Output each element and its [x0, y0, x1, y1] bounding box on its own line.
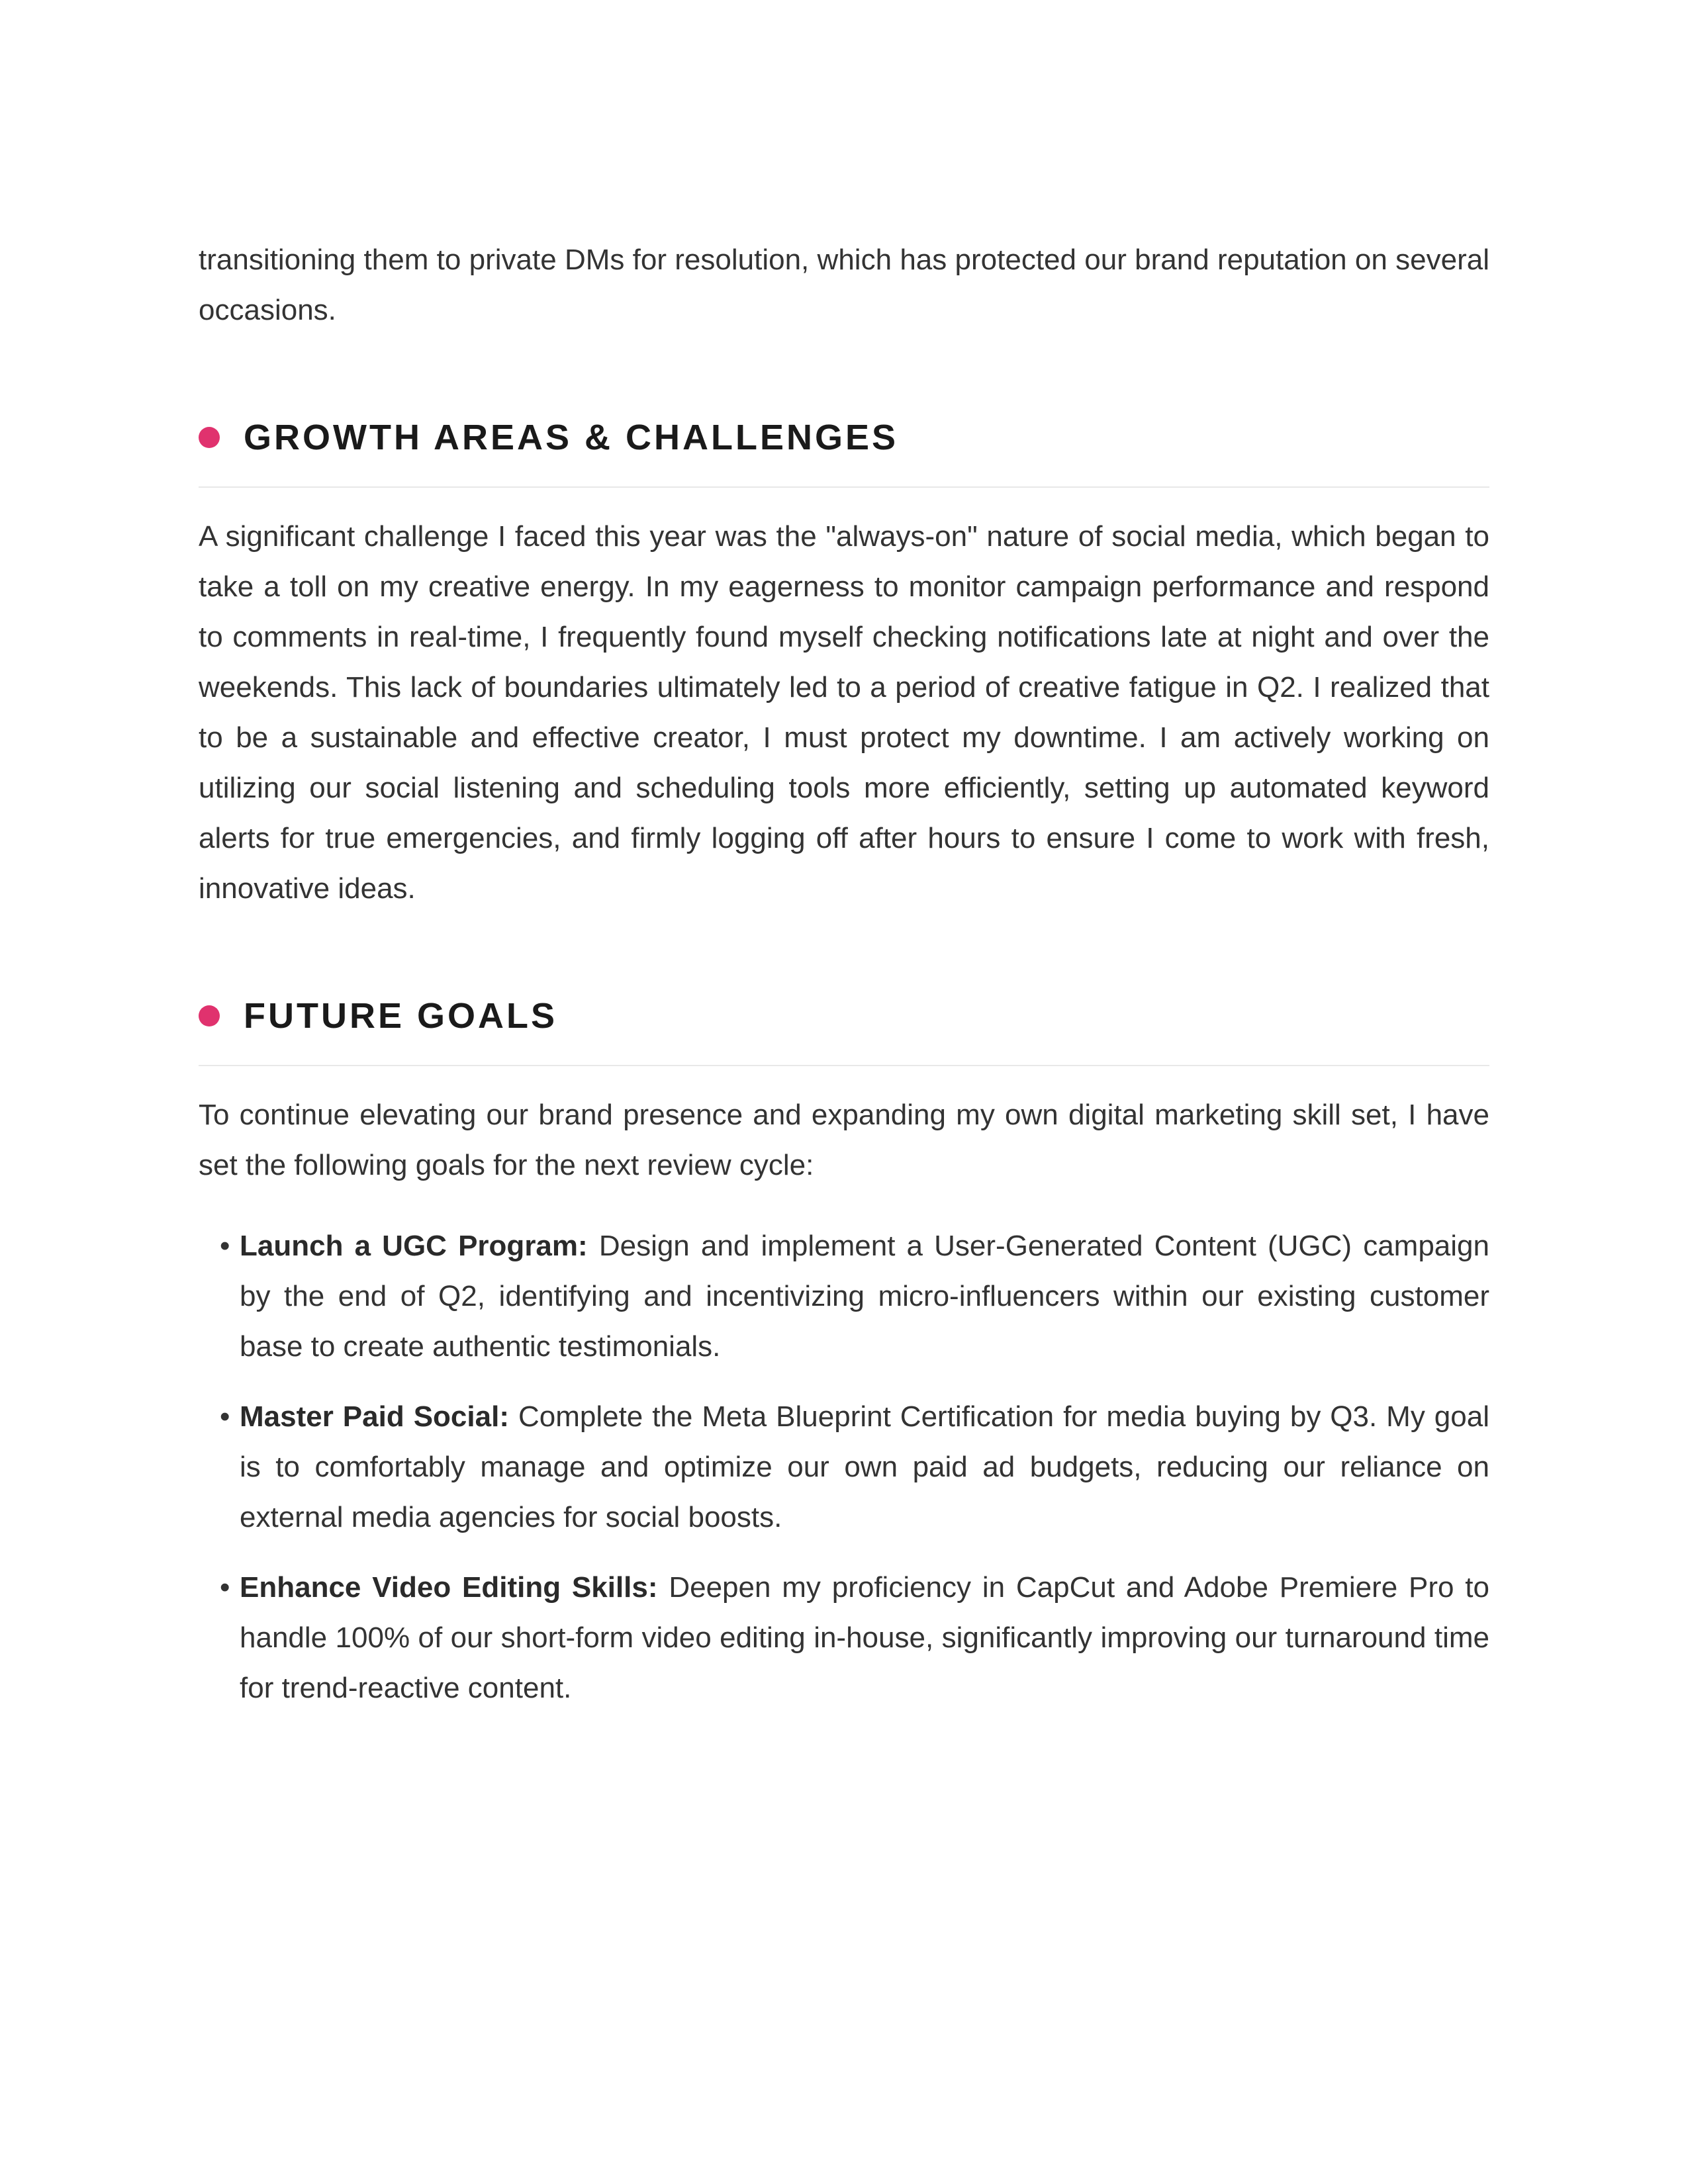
list-item: [199, 1221, 1489, 1372]
list-bullet-icon: •: [220, 1230, 230, 1262]
document-page: [199, 235, 1489, 1713]
goals-list: [199, 1221, 1489, 1713]
goal-description: Design and implement a User-Generated Content (UGC) campaign by the end of Q2, identifying and incentivizing micro-influencers within our existing customer base to create authentic testimonials.: [240, 1230, 1489, 1363]
list-bullet-icon: •: [220, 1400, 230, 1433]
growth-section-title: GROWTH AREAS & CHALLENGES: [244, 418, 898, 457]
goal-description: Complete the Meta Blueprint Certification for media buying by Q3. My goal is to comfortably manage and optimize our own paid ad budgets, reducing our reliance on external media agencies for social boosts.: [240, 1400, 1489, 1533]
future-intro-paragraph: To continue elevating our brand presence and expanding my own digital marketing skill set, I have set the following goals for the next review cycle:: [199, 1099, 1489, 1181]
goal-title: Launch a UGC Program:: [240, 1230, 588, 1262]
future-section-title: FUTURE GOALS: [244, 996, 557, 1036]
growth-paragraph: A significant challenge I faced this year was the "always-on" nature of social media, which began to take a toll on my creative energy. In my eagerness to monitor campaign performance and respond to comments in real-time, I frequently found myself checking notifications late at night and over the weekends. This lack of boundaries ultimately led to a period of creative fatigue in Q2. I realized that to be a sustainable and effective creator, I must protect my downtime. I am actively working on utilizing our social listening and scheduling tools more efficiently, setting up automated keyword alerts for true emergencies, and firmly logging off after hours to ensure I come to work with fresh, innovative ideas.: [199, 520, 1489, 905]
intro-paragraph: transitioning them to private DMs for resolution, which has protected our brand reputation on several occasions.: [199, 244, 1489, 326]
goal-title: Enhance Video Editing Skills:: [240, 1571, 658, 1604]
list-item: [199, 1563, 1489, 1713]
future-section-header: [199, 995, 1489, 1037]
goal-description: Deepen my proficiency in CapCut and Adobe Premiere Pro to handle 100% of our short-form video editing in-house, significantly improving our turnaround time for trend-reactive content.: [240, 1571, 1489, 1704]
list-item: [199, 1392, 1489, 1543]
growth-section-header: [199, 416, 1489, 459]
goal-title: Master Paid Social:: [240, 1400, 509, 1433]
list-bullet-icon: •: [220, 1571, 230, 1604]
section-bullet-dot-icon: [199, 427, 220, 448]
section-bullet-dot-icon: [199, 1005, 220, 1026]
